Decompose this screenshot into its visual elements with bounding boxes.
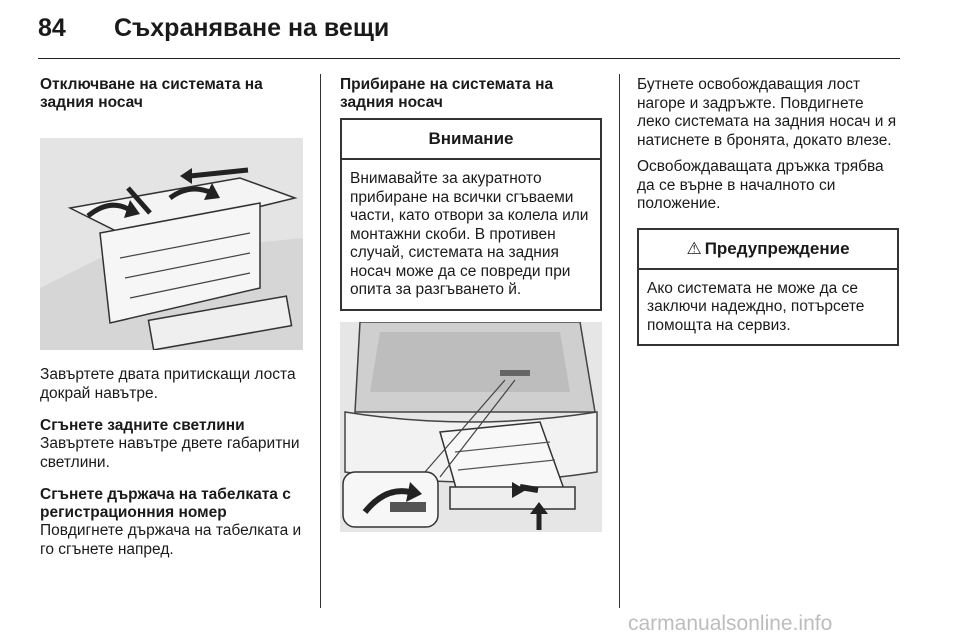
column-divider-2 xyxy=(619,74,620,608)
caution-text: Внимавайте за акуратното прибиране на всички сгъваеми части, като отвори за колела или монтажни скоби. В противен случай, системата на задния носач може да се повреди при опита за разгъването й. xyxy=(350,170,589,298)
section-heading-retract: Прибиране на системата на задния носач xyxy=(340,76,554,111)
paragraph-push-lever: Бутнете освобождаващия лост нагоре и задръжте. Повдигнете леко системата на задния носач и я натиснете в бронята, докато влезе. xyxy=(637,76,897,149)
paragraph-plate: Повдигнете държача на табелката и го сгънете напред. xyxy=(40,522,302,558)
section-heading-plate: Сгънете държача на табелката с регистрационния номер xyxy=(40,486,291,521)
paragraph-unlock: Завъртете двата притискащи лоста докрай навътре. xyxy=(40,366,296,402)
paragraph-lights: Завъртете навътре двете габаритни светлини. xyxy=(40,435,300,471)
page-number: 84 xyxy=(38,14,66,42)
caution-box xyxy=(340,118,602,311)
column-divider-1 xyxy=(320,74,321,608)
column-1 xyxy=(40,76,303,559)
warning-triangle-icon: ⚠ xyxy=(686,238,702,258)
section-heading-unlock: Отключване на системата на задния носач xyxy=(40,76,263,111)
warning-title: Предупреждение xyxy=(704,238,850,258)
page-title: Съхраняване на вещи xyxy=(114,14,390,42)
paragraph-release-handle: Освобождаващата дръжка трябва да се върне в началното си положение. xyxy=(637,158,884,212)
warning-header xyxy=(639,230,897,270)
section-heading-lights: Сгънете задните светлини xyxy=(40,417,245,434)
column-2 xyxy=(340,76,602,532)
warning-box xyxy=(637,228,899,347)
figure-rear-carrier-unlock xyxy=(40,138,303,350)
watermark-text: carmanualsonline.info xyxy=(628,612,833,635)
page-header xyxy=(38,14,900,58)
column-3 xyxy=(637,76,899,346)
header-divider xyxy=(38,58,900,59)
figure-rear-carrier-retract xyxy=(340,322,602,532)
warning-text: Ако системата не може да се заключи надеждно, потърсете помощта на сервиз. xyxy=(647,279,865,334)
caution-title: Внимание xyxy=(342,120,600,160)
